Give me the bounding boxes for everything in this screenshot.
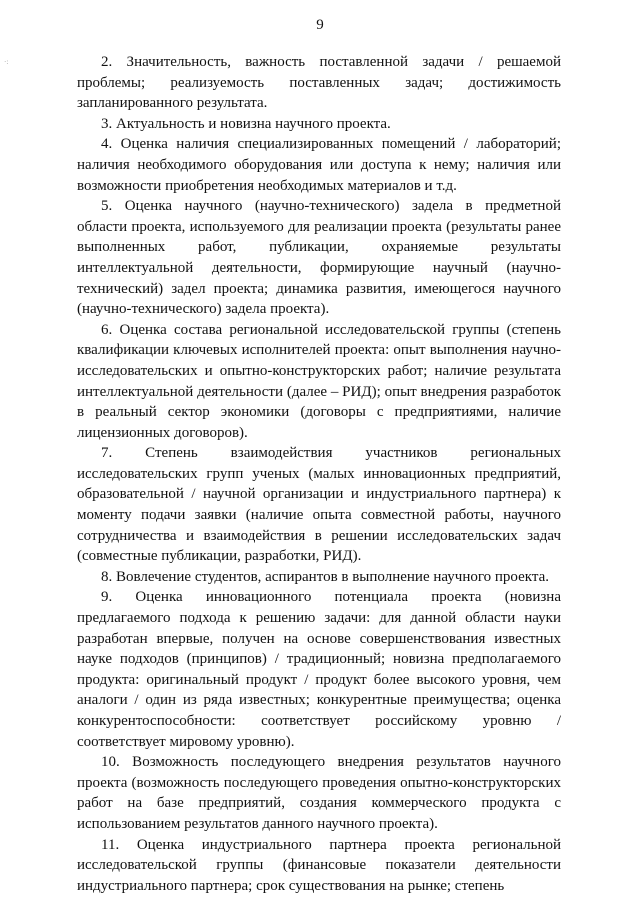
paragraph-item-2: 2. Значительность, важность поставленной задачи / решаемой проблемы; реализуемость поставленных задач; достижимость запланированного результата. [77, 54, 561, 112]
paragraph-item-3: 3. Актуальность и новизна научного проекта. [101, 115, 391, 132]
document-body [77, 52, 561, 896]
paragraph-item-5: 5. Оценка научного (научно-технического) задела в предметной области проекта, используемого для реализации проекта (результаты ранее выполненных работ, публикации, охраняемые результаты интеллектуальной деятельности, формирующие научный (научно-технический) задел проекта; динамика развития, имеющегося научного (научно-технического) задела проекта). [77, 198, 561, 318]
paragraph-item-9: 9. Оценка инновационного потенциала проекта (новизна предлагаемого подхода к решению задачи: для данной области науки разработан впервые, получен на основе совершенствования известных науке подходов (принципов) / традиционный; новизна предполагаемого продукта: оригинальный продукт / продукт более высокого уровня, чем аналоги / один из ряда известных; конкурентные преимущества; оценка конкурентоспособности: соответствует российскому уровню / соответствует мировому уровню). [77, 589, 561, 750]
paragraph-item-11: 11. Оценка индустриального партнера проекта региональной исследовательской группы (финансовые показатели деятельности индустриального партнера; срок существования на рынке; степень [77, 836, 561, 894]
paragraph-item-8: 8. Вовлечение студентов, аспирантов в выполнение научного проекта. [101, 568, 549, 585]
page-number: 9 [316, 17, 324, 33]
paragraph-item-7: 7. Степень взаимодействия участников региональных исследовательских групп ученых (малых инновационных предприятий, образовательной / научной организации и индустриального партнера) к моменту подачи заявки (наличие опыта совместной работы, научного сотрудничества и взаимодействия в решении исследовательских задач (совместные публикации, разработки, РИД). [77, 445, 561, 565]
paragraph-item-6: 6. Оценка состава региональной исследовательской группы (степень квалификации ключевых исполнителей проекта: опыт выполнения научно-исследовательских и опытно-конструкторских работ; наличие результата интеллектуальной деятельности (далее – РИД); опыт внедрения разработок в реальный сектор экономики (договоры с предприятиями, наличие лицензионных договоров). [77, 321, 561, 441]
paragraph-item-10: 10. Возможность последующего внедрения результатов научного проекта (возможность последующего проведения опытно-конструкторских работ на базе предприятий, создания коммерческого продукта с использованием результатов данного научного проекта). [77, 754, 561, 832]
margin-mark: ·: [4, 58, 9, 66]
paragraph-item-4: 4. Оценка наличия специализированных помещений / лабораторий; наличия необходимого оборудования или доступа к нему; наличия или возможности приобретения необходимых материалов и т.д. [77, 136, 561, 194]
